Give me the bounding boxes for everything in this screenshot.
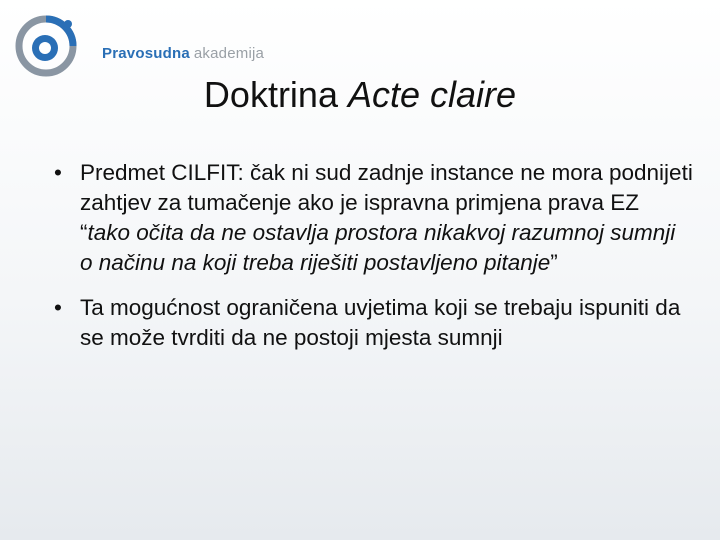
bullet-marker: • [54, 160, 62, 185]
bullet-quote: tako očita da ne ostavlja prostora nikakvoj razumnoj sumnji o načinu na koji treba riješiti postavljeno pitanje [80, 220, 676, 275]
title-italic: Acte claire [348, 74, 517, 115]
logo-wordmark [102, 45, 264, 62]
circle-logo-icon [12, 10, 82, 80]
bullet-text: Predmet CILFIT: čak ni sud zadnje instance ne mora podnijeti zahtjev za tumačenje ako je ispravna primjena prava EZ “ [80, 160, 693, 245]
logo-word-primary: Pravosudna [102, 45, 190, 62]
logo-word-secondary: akademija [193, 45, 265, 62]
bullet-item [54, 293, 694, 353]
slide-title [0, 74, 720, 116]
bullet-item [54, 158, 694, 278]
logo [12, 10, 272, 80]
bullet-marker: • [54, 295, 62, 320]
bullet-text: Ta mogućnost ograničena uvjetima koji se trebaju ispuniti da se može tvrditi da ne postoji mjesta sumnji [80, 295, 681, 350]
title-plain: Doktrina [203, 74, 338, 115]
bullet-list [54, 158, 694, 353]
bullet-quote-close: ” [550, 250, 558, 275]
